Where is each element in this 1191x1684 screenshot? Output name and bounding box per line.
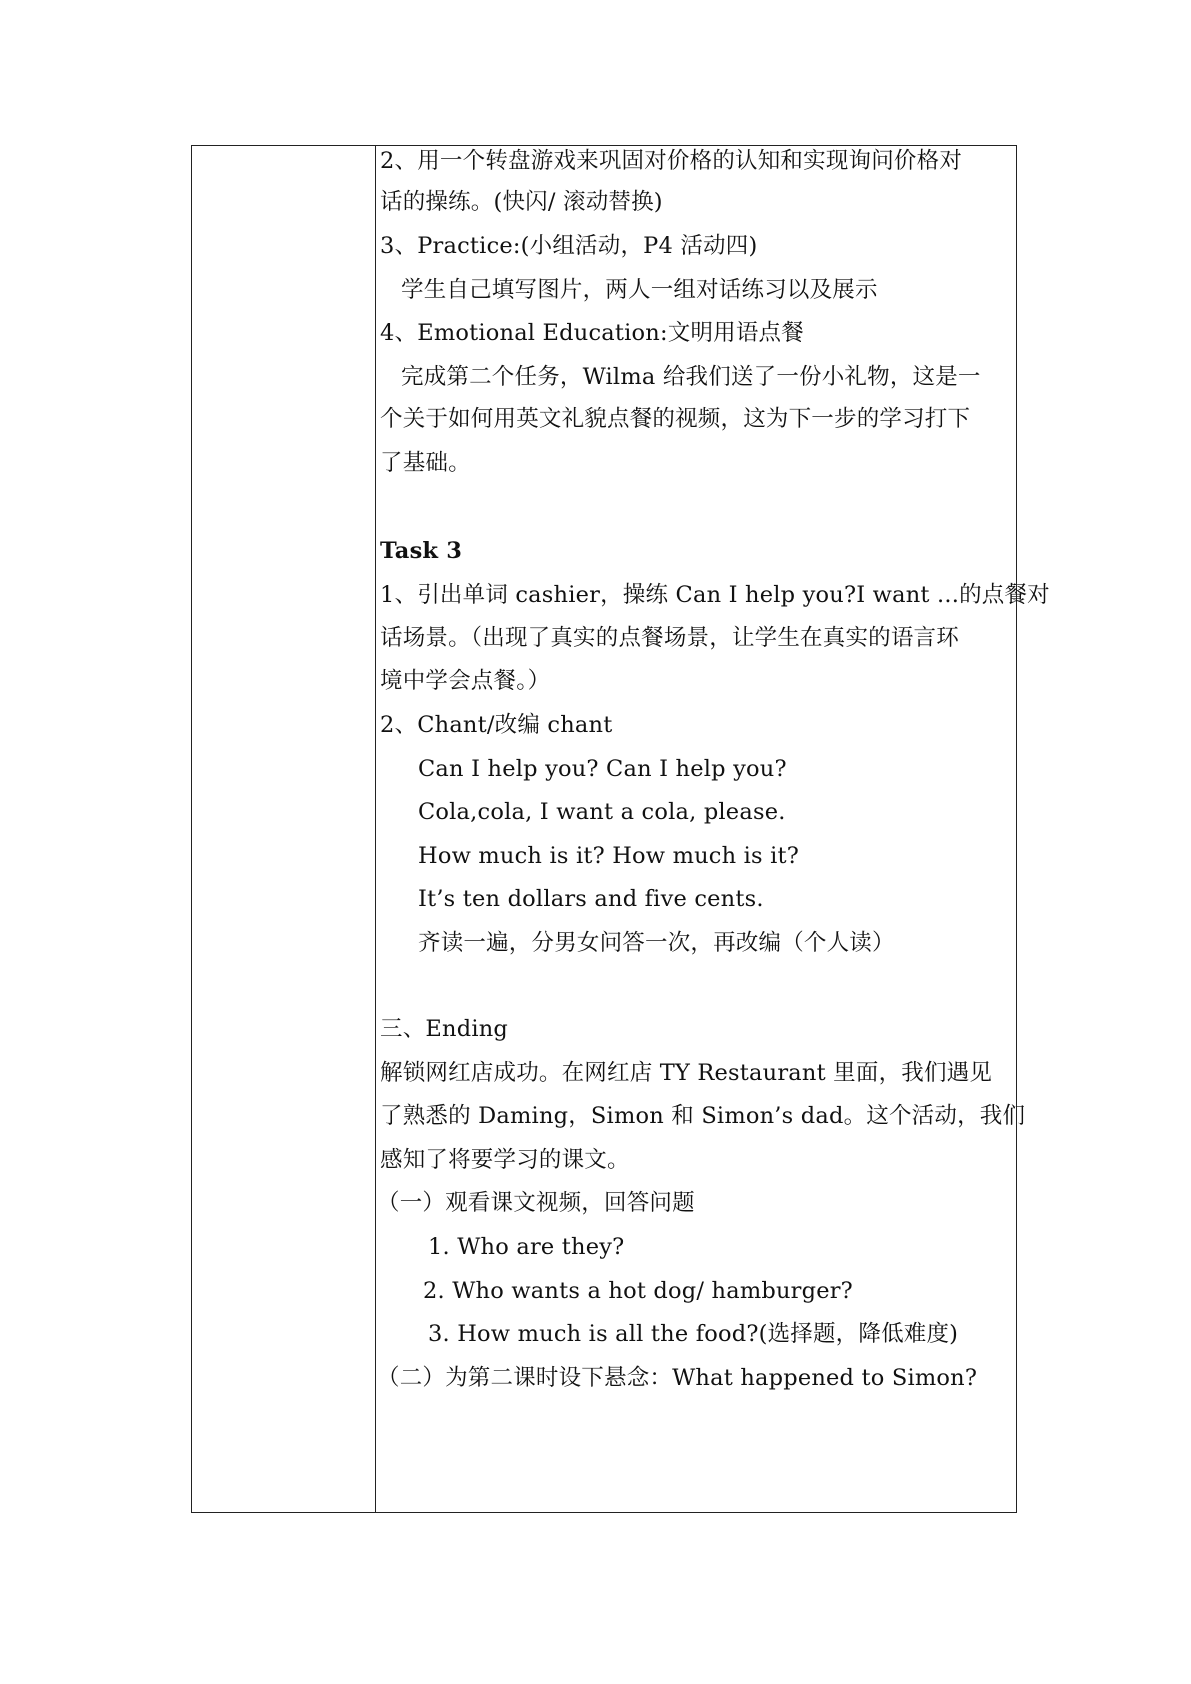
chant-line-3: How much is it? How much is it? [418,843,800,869]
ending-heading: 三、Ending [380,1016,509,1042]
step-3-description: 学生自己填写图片，两人一组对话练习以及展示 [401,277,878,303]
ending-line-1: 解锁网红店成功。在网红店 TY Restaurant 里面，我们遇见 [380,1060,993,1086]
ending-line-3: 感知了将要学习的课文。 [380,1147,630,1173]
step-4-line-3: 了基础。 [380,450,471,476]
step-4-emotional-education: 4、Emotional Education:文明用语点餐 [380,320,804,346]
step-2-line-1: 2、用一个转盘游戏来巩固对价格的认知和实现询问价格对 [380,148,963,174]
task-3-heading: Task 3 [380,538,463,564]
ending-line-2: 了熟悉的 Daming，Simon 和 Simon’s dad。这个活动，我们 [380,1103,1026,1129]
table-left-column [192,146,376,1512]
question-1: 1. Who are they? [428,1234,625,1260]
lesson-plan-table [191,145,1050,1513]
step-3-practice: 3、Practice:(小组活动，P4 活动四) [380,233,758,259]
chant-instructions: 齐读一遍，分男女问答一次，再改编（个人读） [418,930,895,956]
task-3-step-2-chant: 2、Chant/改编 chant [380,712,613,738]
chant-line-4: It’s ten dollars and five cents. [418,886,764,912]
question-3: 3. How much is all the food?(选择题，降低难度) [428,1321,959,1347]
ending-part-2-suspense: （二）为第二课时设下悬念：What happened to Simon? [377,1365,978,1391]
chant-line-1: Can I help you? Can I help you? [418,756,787,782]
task-3-step-1-line-1: 1、引出单词 cashier，操练 Can I help you?I want ...的点餐对 [380,582,1050,608]
step-4-line-1: 完成第二个任务，Wilma 给我们送了一份小礼物，这是一 [401,364,981,390]
task-3-step-1-line-3: 境中学会点餐。） [380,668,551,694]
step-2-line-2: 话的操练。(快闪/ 滚动替换) [380,189,663,215]
question-2: 2. Who wants a hot dog/ hamburger? [423,1278,853,1304]
table-content-cell [376,146,1050,1512]
step-4-line-2: 个关于如何用英文礼貌点餐的视频，这为下一步的学习打下 [380,406,971,432]
ending-part-1-heading: （一）观看课文视频，回答问题 [377,1190,695,1216]
task-3-step-1-line-2: 话场景。（出现了真实的点餐场景，让学生在真实的语言环 [380,625,959,651]
chant-line-2: Cola,cola, I want a cola, please. [418,799,786,825]
